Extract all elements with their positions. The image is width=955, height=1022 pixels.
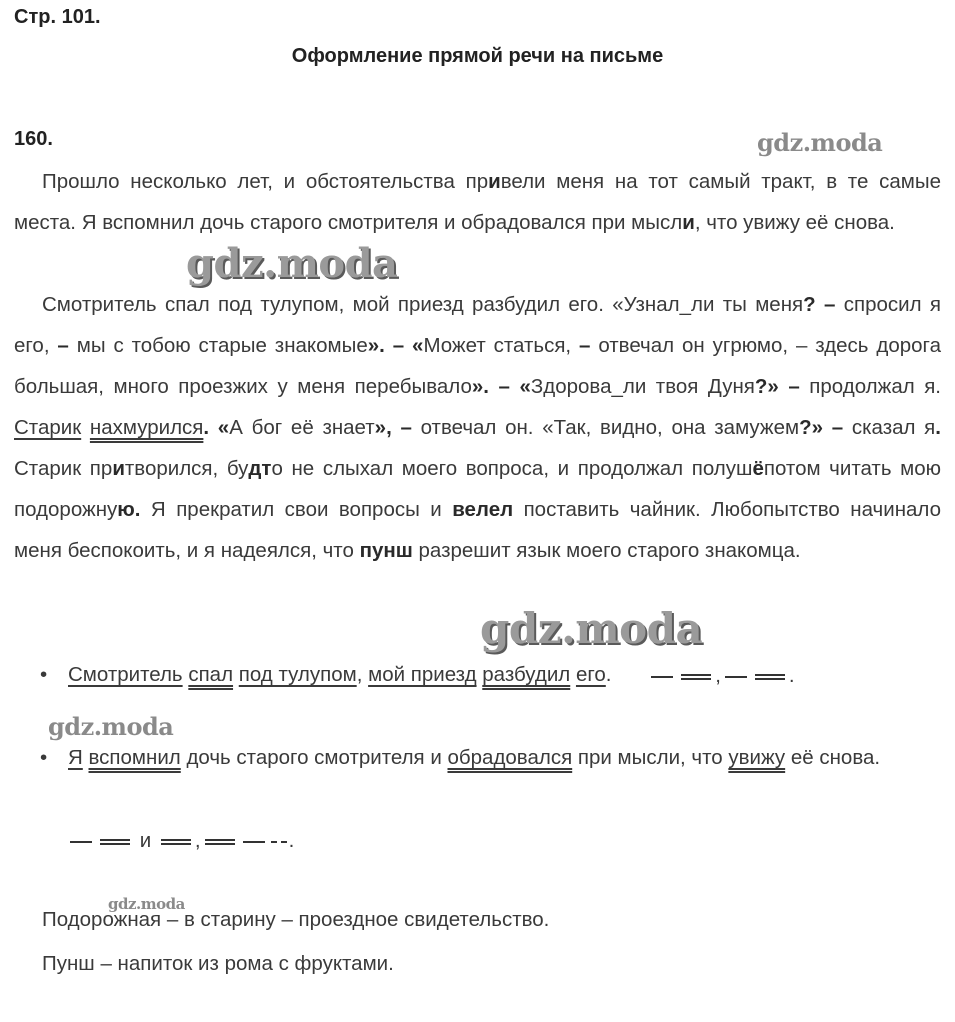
- bullet-sentence-2: • Я вспомнил дочь старого смотрителя и обрадовался при мысли, что увижу её снова.: [40, 737, 943, 778]
- paragraph-2: Смотритель спал под тулупом, мой приезд разбудил его. «Узнал_ли ты меня? – спросил я его, – мы с тобою старые знакомые». – «Может статься, – отвечал он угрюмо, – здесь дорога большая, много проезжих у меня перебывало». – «Здорова_ли твоя Дуня?» – продолжал я. Старик нахмурился. «А бог её знает», – отвечал он. «Так, видно, она замужем?» – сказал я. Старик притворился, будто не слыхал моего вопроса, и продолжал полушёпотом читать мою подорожную. Я прекратил свои вопросы и велел поставить чайник. Любопытство начинало меня беспокоить, и я надеялся, что пунш разрешит язык моего старого знакомца.: [14, 293, 942, 562]
- exercise-number: 160.: [14, 128, 53, 150]
- paragraph-1: Прошло несколько лет, и обстоятельства привели меня на тот самый тракт, в те самые места. Я вспомнил дочь старого смотрителя и обрадовался при мысли, что увижу её снова.: [14, 170, 941, 234]
- watermark: gdz.moda: [480, 604, 703, 653]
- footnote-1: Подорожная – в старину – проездное свидетельство.: [42, 908, 550, 931]
- page-title: Оформление прямой речи на письме: [291, 45, 664, 67]
- watermark: gdz.moda: [186, 240, 398, 287]
- watermark: gdz.moda: [108, 895, 185, 913]
- bullet-dot: •: [40, 746, 48, 769]
- page-number: Стр. 101.: [14, 6, 101, 28]
- sentence-scheme-2: и , .: [66, 820, 294, 861]
- sentence-scheme-1: , .: [647, 655, 794, 696]
- watermark: gdz.moda: [48, 712, 174, 741]
- watermark: gdz.moda: [757, 128, 883, 157]
- bullet-dot: •: [40, 663, 48, 686]
- footnote-2: Пунш – напиток из рома с фруктами.: [42, 952, 394, 975]
- bullet-sentence-1: • Смотритель спал под тулупом, мой приезд разбудил его. , .: [40, 654, 795, 696]
